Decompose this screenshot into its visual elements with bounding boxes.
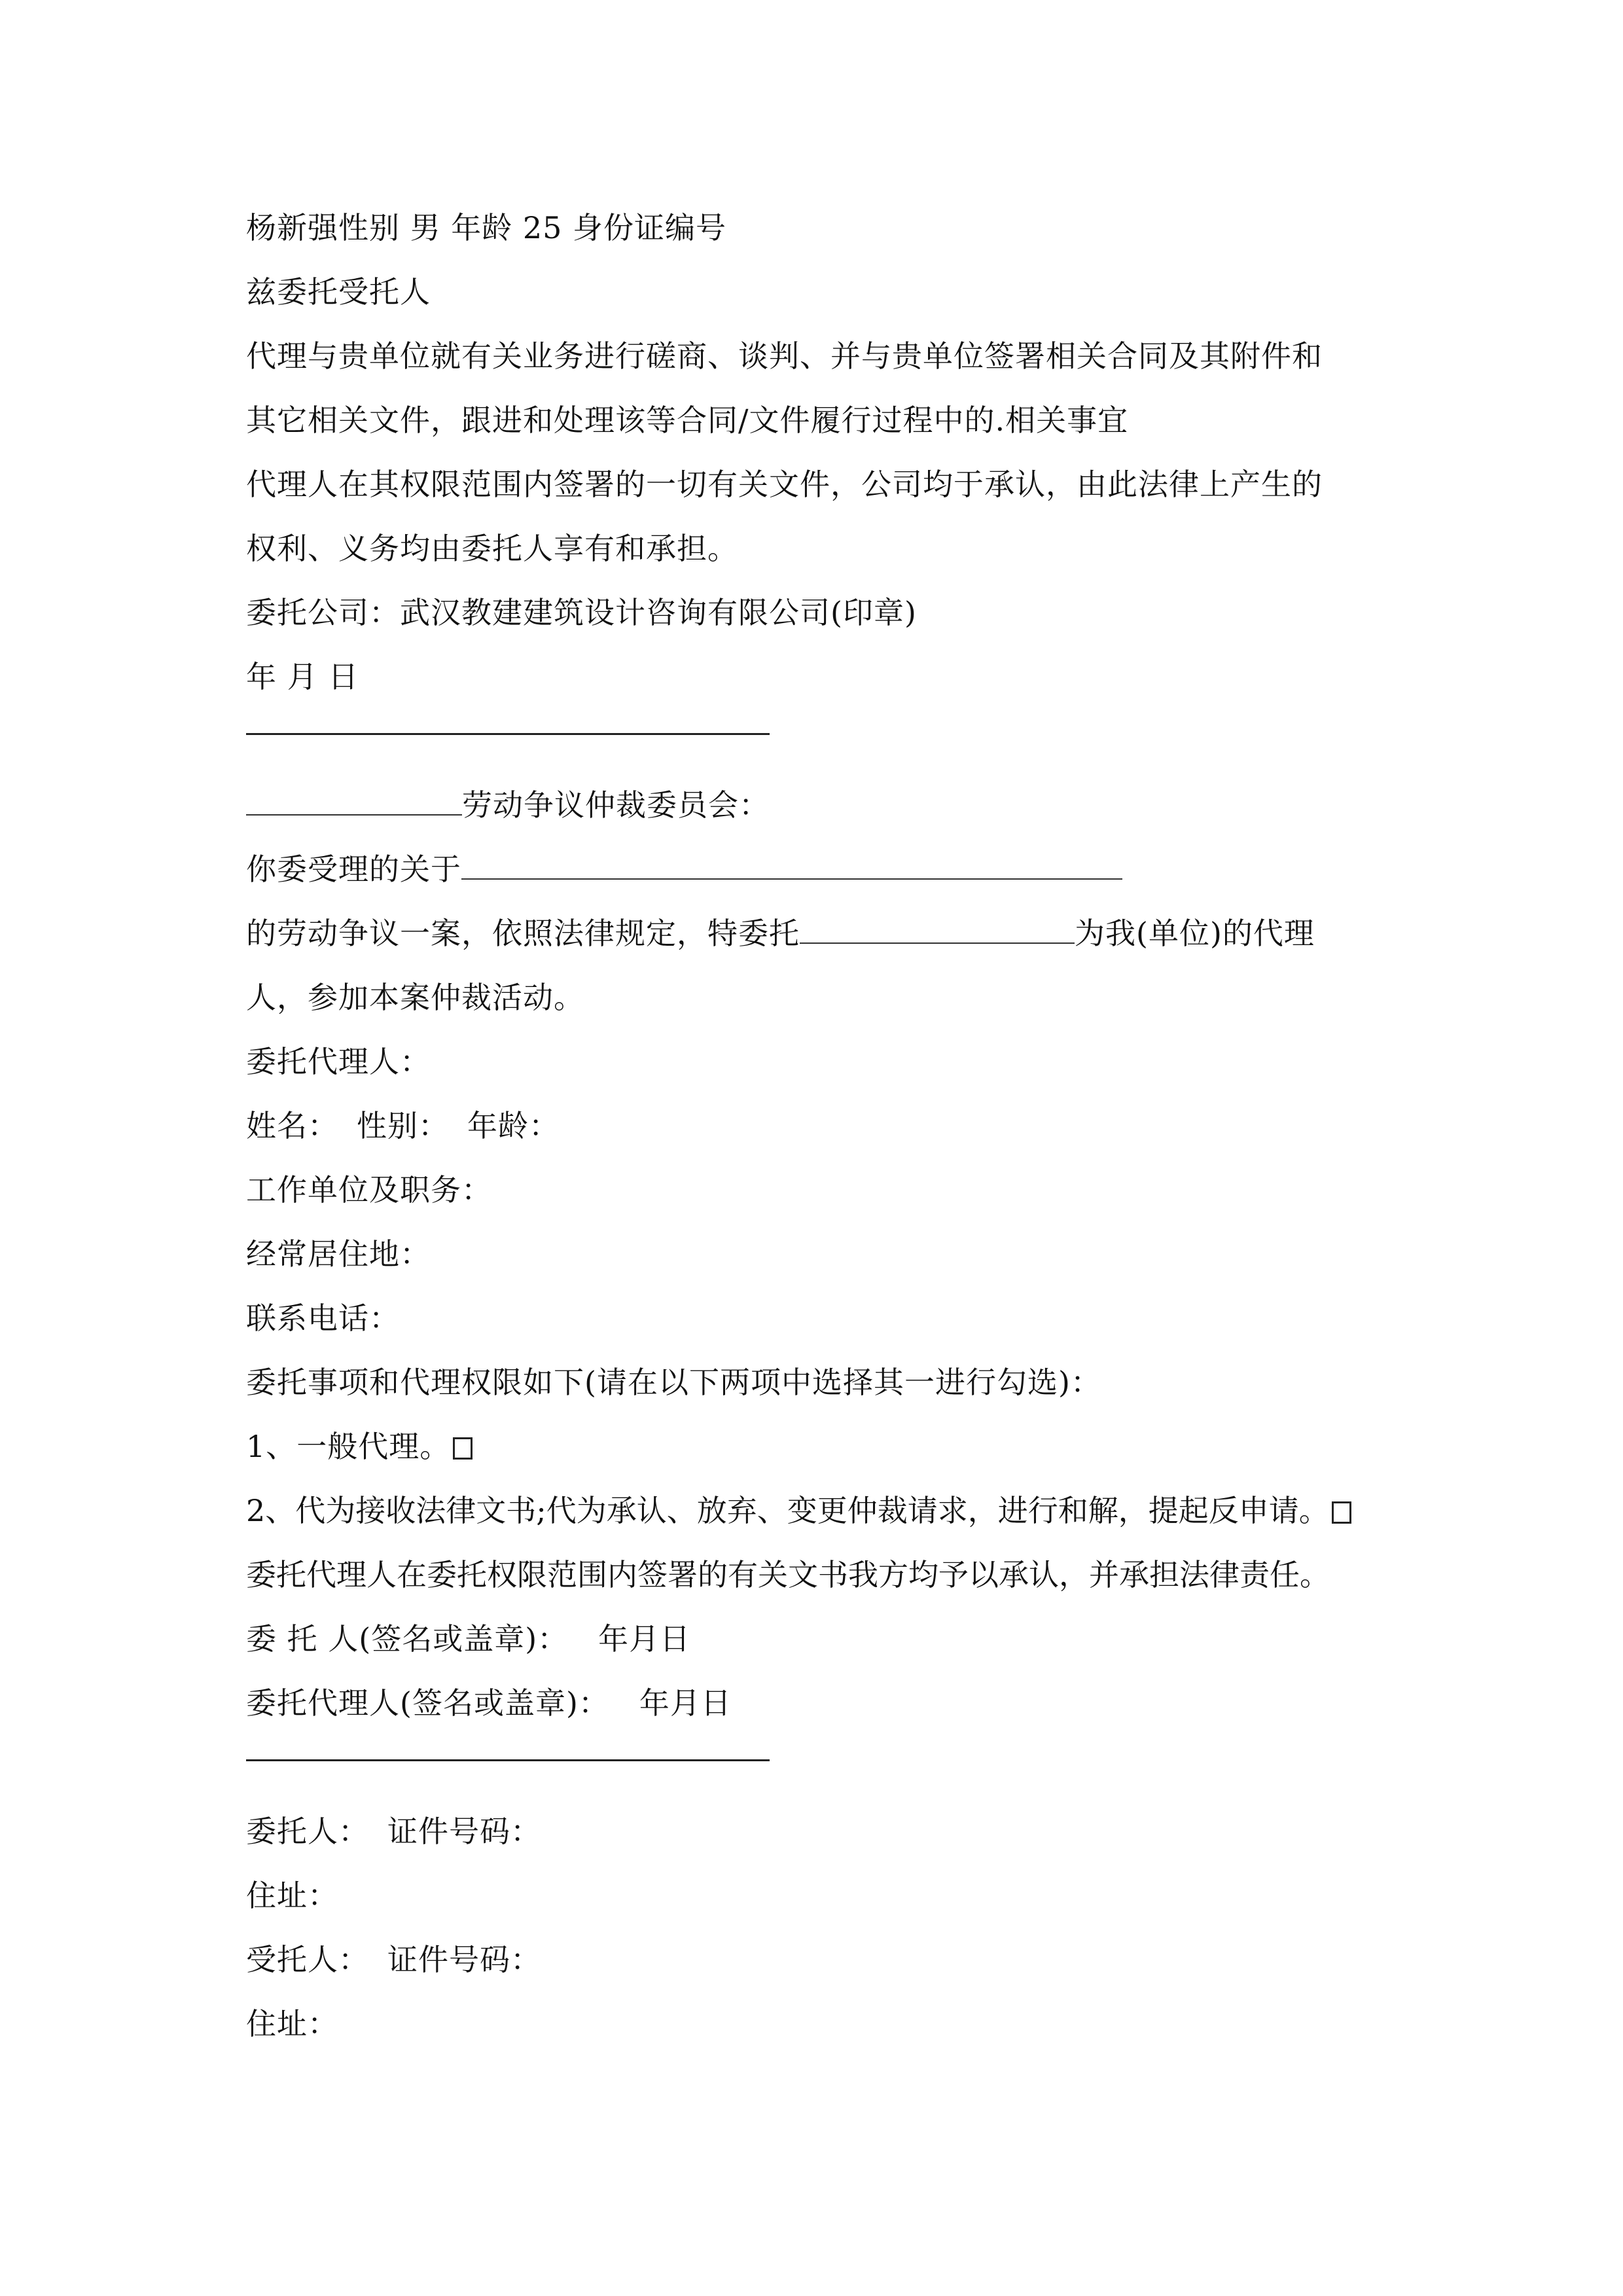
- agent-heading: 委托代理人：: [246, 1044, 431, 1079]
- confirmation-line: 委托代理人在委托权限范围内签署的有关文书我方均予以承认，并承担法律责任。: [246, 1557, 1330, 1592]
- delegation-suffix: 为我(单位)的代理: [1075, 916, 1315, 951]
- option-2-text: 2、代为接收法律文书;代为承认、放弃、变更仲裁请求，进行和解，提起反申请。: [246, 1493, 1329, 1528]
- section-divider-2: [246, 1759, 770, 1761]
- committee-name-blank[interactable]: [246, 785, 462, 816]
- principal-signature-date: 年月日: [598, 1621, 691, 1657]
- option-2-checkbox[interactable]: [1332, 1501, 1351, 1524]
- authority-line-1: 代理人在其权限范围内签署的一切有关文件，公司均于承认，由此法律上产生的: [246, 467, 1323, 502]
- delegation-prefix: 的劳动争议一案，依照法律规定，特委托: [246, 916, 800, 951]
- agent-signature-line: [246, 1683, 732, 1723]
- date-line: 年 月 日: [246, 659, 359, 694]
- principal-signature-label: 委 托 人(签名或盖章)：: [246, 1621, 569, 1657]
- name-label: 姓名：: [246, 1108, 338, 1143]
- section-divider-1: [246, 733, 770, 735]
- committee-title-line: [246, 785, 770, 825]
- company-line: 委托公司：武汉教建建筑设计咨询有限公司(印章): [246, 595, 917, 630]
- delegation-line: [246, 914, 1315, 953]
- committee-title: 劳动争议仲裁委员会：: [462, 787, 770, 823]
- authority-line-2: 权利、义务均由委托人享有和承担。: [246, 531, 738, 566]
- entrust-line: 兹委托受托人: [246, 274, 431, 310]
- gender-label: 性别：: [357, 1108, 449, 1143]
- agent-name-blank[interactable]: [800, 914, 1075, 944]
- option-2-line: [246, 1491, 1351, 1530]
- principal-signature-line: [246, 1619, 690, 1659]
- scope-line-2: 其它相关文件，跟进和处理该等合同/文件履行过程中的.相关事宜: [246, 403, 1129, 438]
- agent-basic-info-line: [246, 1106, 560, 1145]
- case-subject-blank[interactable]: [461, 850, 1122, 880]
- principal-info-line: 杨新强性别 男 年龄 25 身份证编号: [246, 210, 727, 245]
- option-1-checkbox[interactable]: [453, 1437, 473, 1460]
- scope-line-1: 代理与贵单位就有关业务进行磋商、谈判、并与贵单位签署相关合同及其附件和: [246, 338, 1323, 374]
- option-1-text: 1、一般代理。: [246, 1429, 451, 1464]
- option-1-line: [246, 1427, 473, 1466]
- case-line: [246, 850, 1122, 889]
- work-unit-label: 工作单位及职务：: [246, 1172, 492, 1208]
- case-prefix: 你委受理的关于: [246, 852, 461, 887]
- agent-label: 受托人：: [246, 1942, 369, 1977]
- delegation-line-2: 人，参加本案仲裁活动。: [246, 980, 584, 1015]
- principal-address-label: 住址：: [246, 1878, 338, 1913]
- scope-heading: 委托事项和代理权限如下(请在以下两项中选择其一进行勾选)：: [246, 1365, 1101, 1400]
- age-label: 年龄：: [467, 1108, 560, 1143]
- agent-address-label: 住址：: [246, 2006, 338, 2041]
- principal-label: 委托人：: [246, 1814, 369, 1849]
- principal-id-line: [246, 1812, 541, 1851]
- principal-id-label: 证件号码：: [387, 1814, 541, 1849]
- agent-signature-label: 委托代理人(签名或盖章)：: [246, 1685, 609, 1721]
- agent-signature-date: 年月日: [639, 1685, 732, 1721]
- phone-label: 联系电话：: [246, 1300, 400, 1336]
- agent-id-label: 证件号码：: [387, 1942, 541, 1977]
- residence-label: 经常居住地：: [246, 1236, 431, 1272]
- agent-id-line: [246, 1940, 541, 1979]
